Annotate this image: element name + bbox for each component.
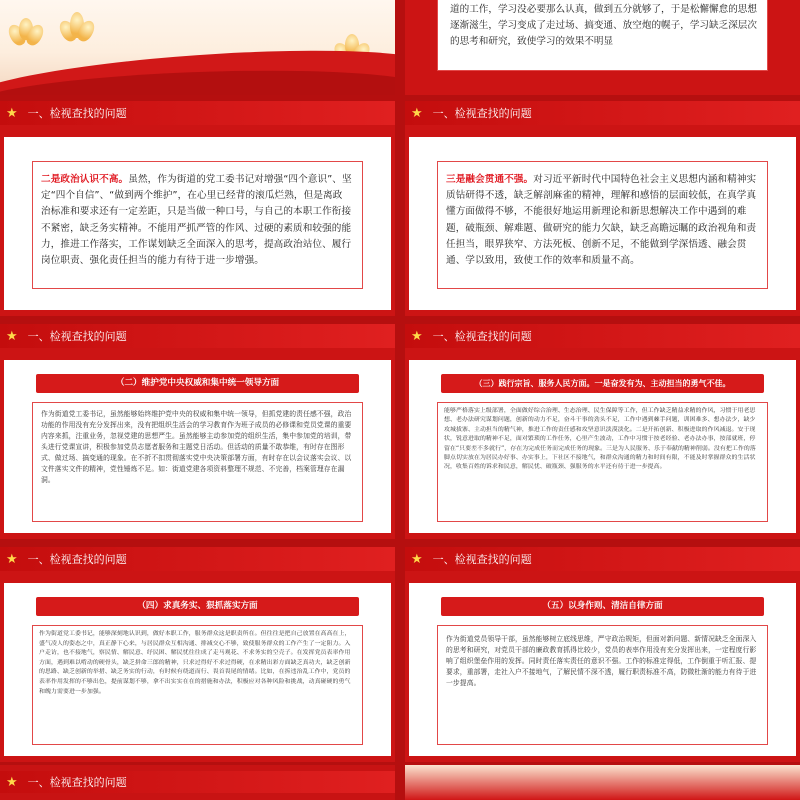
section-bar <box>0 101 395 125</box>
body-text: 能够严格落实上级部署，全面做好综合治理、生态治理、民生保障等工作，但工作缺乏精益求精的作风，习惯于用老思想、老办法研究谋划问题，创新的动力不足，奋斗干事的劲头不足，工作中遇到棘手问题，训困难多、想办法少，缺少攻城拔寨、主动担当的精气神，推进工作的责任感和攻坚意识淡漠淡化。二是开拓创新、积极进取的作风减退。安于现状，锐意进取的精神不足，面对繁琐的工作任务，心里产生波动，工作中习惯于按老经验、老办法办事，按部就班，停留在“只要差不多就行”，存在为完成任务而完成任务的现象。三是为人民服务、乐于奉献的精神削弱。没有把工作的落脚点切实放在为居民办好事、办实事上，下社区不接地气，和群众沟通的精力和时间有限，不能及时掌握群众的生活状况，收集百姓的诉求和民意，解民忧、破瓶颈、强服务的水平还有待于进一步提高。 <box>444 408 756 471</box>
star-icon: ★ <box>411 105 423 121</box>
bottom-slide-strip <box>0 765 395 800</box>
top-right-slide <box>405 0 800 95</box>
body-text: 作为街道党工委书记，能够深刻地认识到，做好本职工作，服务群众这是职责所在。但往往是把自己放置在高高在上，盛气凌人的姿态之中，真正静下心来，与居民群众互相沟通、排减交心不够，致使服务群众的工作产生了一定阻力。入户走访，也不接地气，察民情、解民意、纾民困、解民忧往往成了走马观花、不求务实的空壳子。在发挥党员表率作用方面，遇到难以啃动的硬骨头，缺乏拼命三郎的精神，只求过得好不求过得硬，在求精出彩方面缺乏真功夫，缺乏创新的思路、缺乏创新的举措、缺乏务实的行动，有时候有绕道而行、畏首畏尾的情绪。比如，在拆违治乱工作中，党员的表率作用发挥的不够出色，提前谋划不够，拿不出实实在在的措施和办法，积极应对各种风险和挑战，动真碰硬的勇气和魄力需要进一步加强。 <box>39 631 351 695</box>
body-text: 作为街道党员领导干部，虽然能够树立底线思维，严守政治规矩，但面对新问题、新情况缺乏全面深入的思考和研究，对党员干部的廉政教育抓得比较少，党员的表率作用没有充分发挥出来，一定程度行影响了组织堡垒作用的发挥。同时责任落实责任的意识不强。工作的标准定得低，工作倒重于听汇报、提要求，重部署，走社入户不接地气，了解民情不深不透，履行职责标准不高，防微杜渐的能力有待于进一步提高。 <box>446 635 757 687</box>
text-box <box>437 161 768 289</box>
text-box <box>32 161 363 289</box>
section-bar <box>405 101 800 125</box>
section-bar <box>0 324 395 348</box>
section-title: 一、检视查找的问题 <box>432 553 532 566</box>
body-text: 作为街道党工委书记，虽然能够始终维护党中央的权威和集中统一领导，但抓党建的责任感不强，政治功能的作用没有充分发挥出来，没有把组织生活会的学习教育作为班子成员的必修课和党员党课的重要内容来抓，注重业务，忽视党建的思想严生。虽然能够主动参加党的组织生活，集中参加党的培训，带头进行党课宣讲，积极参加党员志愿者服务和主题党日活动。但活动的质量不敢恭维，有时存在图形式、做过场、搞变通的现象。在不折不扣贯彻落实党中央决策部署方面，有时存在以会议落实会议、以文件落实文件的精神，党性锤炼不足。如：街道党建各项资料整理不规范、不完善，档案管理存在漏洞。 <box>41 410 352 484</box>
subsection-heading: （五）以身作则、清洁自律方面 <box>441 597 764 616</box>
body-text: 对习近平新时代中国特色社会主义思想内涵和精神实质钻研得不透，缺乏解剖麻雀的精神，理解和感悟的层面较低，在真学真懂方面做得不够，不能很好地运用新理论和新思想解决工作中遇到的难题，破瓶颈、解难题、做研究的能力欠缺，缺乏高瞻远瞩的政治视角和责任担当，眼界狭窄、方法死板、创新不足，不能做到学深悟透、融会贯通、学以致用，致使工作的效率和质量不高。 <box>446 174 757 267</box>
star-icon: ★ <box>6 551 18 567</box>
text-box <box>437 625 768 745</box>
section-title: 一、检视查找的问题 <box>27 776 127 789</box>
section-bar <box>405 547 800 571</box>
section-bar <box>0 771 395 793</box>
subsection-heading: （三）践行宗旨、服务人民方面。一是奋发有为、主动担当的勇气不佳。 <box>441 374 764 393</box>
highlight-text: 三是融会贯通不强。 <box>446 174 534 185</box>
section-bar <box>405 324 800 348</box>
slide-political-awareness <box>0 101 395 316</box>
star-icon: ★ <box>411 328 423 344</box>
slide-party-authority <box>0 324 395 539</box>
bottom-slide-strip <box>405 765 800 800</box>
slide-serve-people <box>405 324 800 539</box>
text-box <box>437 0 768 71</box>
subsection-heading: （四）求真务实、狠抓落实方面 <box>36 597 359 616</box>
section-title: 一、检视查找的问题 <box>27 330 127 343</box>
slide-pragmatism <box>0 547 395 762</box>
continuation-text: 道的工作，学习没必要那么认真，做到五分就够了，于是松懈懈怠的思想逐渐滋生，学习变成了走过场、搞变通、放空炮的幌子，学习缺乏深层次的思考和研究，致使学习的效果不明显 <box>450 4 757 48</box>
body-text: 虽然，作为街道的党工委书记对增强“四个意识”、坚定“四个自信”、“做到两个维护”，在心里已经背的滚瓜烂熟，但是离政治标准和要求还有一定差距，只是当做一种口号，与自己的本职工作衔接不紧密，缺乏务实精神。不能用严抓严管的作风、过硬的素质和较强的能力，推进工作落实，工作谋划缺乏全面深入的思考，提高政治站位、履行岗位职责、强化责任担当的能力有待于进一步增强。 <box>41 174 352 267</box>
text-box <box>32 402 363 522</box>
star-icon: ★ <box>6 328 18 344</box>
star-icon: ★ <box>411 551 423 567</box>
section-title: 一、检视查找的问题 <box>432 107 532 120</box>
highlight-text: 二是政治认识不高。 <box>41 174 129 185</box>
star-icon: ★ <box>6 774 18 790</box>
section-title: 一、检视查找的问题 <box>432 330 532 343</box>
section-bar <box>0 547 395 571</box>
section-title: 一、检视查找的问题 <box>27 107 127 120</box>
lotus-decoration-icon <box>55 12 99 46</box>
subsection-heading: （二）维护党中央权威和集中统一领导方面 <box>36 374 359 393</box>
section-title: 一、检视查找的问题 <box>27 553 127 566</box>
slide-integration <box>405 101 800 316</box>
star-icon: ★ <box>6 105 18 121</box>
text-box <box>32 625 363 745</box>
text-box <box>437 402 768 522</box>
slide-self-discipline <box>405 547 800 762</box>
lotus-decoration-icon <box>6 18 46 48</box>
banner-slide <box>0 0 395 95</box>
